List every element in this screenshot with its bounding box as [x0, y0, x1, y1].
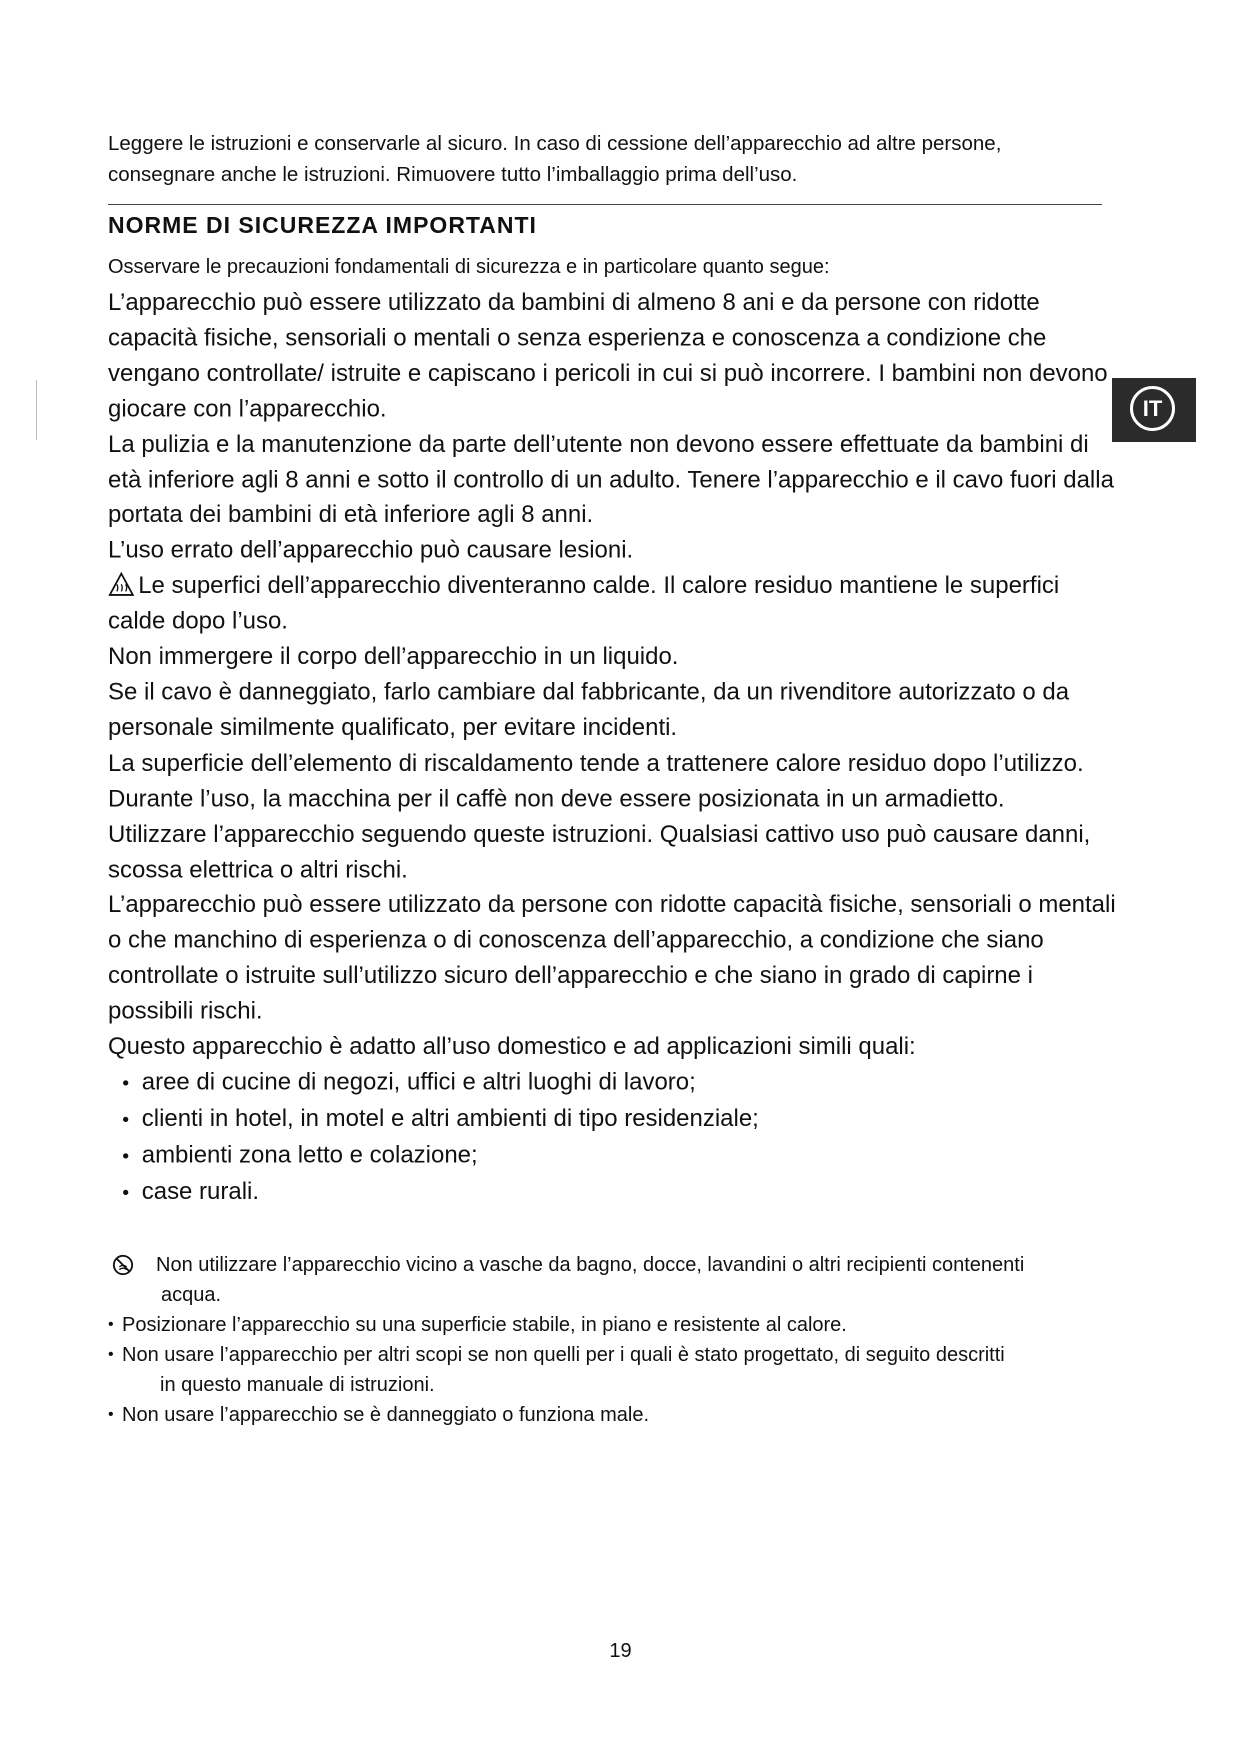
- list-item-text: case rurali.: [141, 1177, 260, 1204]
- page-edge-mark: [36, 380, 37, 440]
- rule-paragraph: Non immergere il corpo dell’apparecchio in un liquido.: [108, 642, 679, 670]
- rule-paragraph: L’uso errato dell’apparecchio può causare lesioni.: [108, 536, 634, 564]
- rule-paragraph: Utilizzare l’apparecchio seguendo queste istruzioni. Qualsiasi cattivo uso può causare danni, scossa elettrica o altri rischi.: [108, 820, 1091, 883]
- no-water-icon: [108, 1254, 138, 1276]
- section-heading: NORME DI SICUREZZA IMPORTANTI: [108, 212, 537, 238]
- intro-line-1: Leggere le istruzioni e conservarle al sicuro. In caso di cessione dell’apparecchio ad altre persone,: [108, 132, 1002, 155]
- list-item-text: Non usare l’apparecchio per altri scopi se non quelli per i quali è stato progettato, di seguito descritti: [122, 1344, 1005, 1366]
- list-item-text: ambienti zona letto e colazione;: [141, 1140, 478, 1168]
- intro-text: [108, 128, 1108, 190]
- bullet-icon: •: [108, 1406, 114, 1423]
- rule-paragraph: L’apparecchio può essere utilizzato da persone con ridotte capacità fisiche, sensoriali o mentali o che manchino di esperienza o di conoscenza dell’apparecchio, a condizione che siano controllate o istruite sull’utilizzo sicuro dell’apparecchio e che siano in grado di capirne i possibili rischi.: [108, 891, 1116, 1024]
- intro-line-2: consegnare anche le istruzioni. Rimuovere tutto l’imballaggio prima dell’uso.: [108, 163, 798, 186]
- list-item-text: aree di cucine di negozi, uffici e altri luoghi di lavoro;: [141, 1068, 696, 1095]
- section-divider: [108, 204, 1102, 205]
- bullet-icon: •: [108, 1316, 114, 1333]
- hot-surface-warning-icon: [108, 572, 135, 597]
- rule-paragraph: Questo apparecchio è adatto all’uso domestico e ad applicazioni simili quali:: [108, 1032, 916, 1060]
- bullet-icon: •: [108, 1346, 114, 1363]
- bullet-icon: •: [122, 1071, 130, 1094]
- language-badge-label: IT: [1142, 396, 1163, 421]
- hot-surface-text: Le superfici dell’apparecchio diventeranno calde. Il calore residuo mantiene le superfici calde dopo l’uso.: [108, 572, 1060, 635]
- rule-paragraph: La pulizia e la manutenzione da parte dell’utente non devono essere effettuate da bambini di età inferiore agli 8 anni e sotto il controllo di un adulto. Tenere l’apparecchio e il cavo fuori dalla portata dei bambini di età inferiore agli 8 anni.: [108, 430, 1114, 528]
- safety-rules: [108, 285, 1118, 1210]
- rule-paragraph: L’apparecchio può essere utilizzato da bambini di almeno 8 ani e da persone con ridotte capacità fisiche, sensoriali o mentali o senza esperienza e conoscenza a condizione che vengano controllate/ istruite e capiscano i pericoli in cui si può incorrere. I bambini non devono giocare con l’apparecchio.: [108, 288, 1108, 422]
- bullet-icon: •: [122, 1144, 130, 1167]
- list-item-text-continued: in questo manuale di istruzioni.: [160, 1374, 435, 1396]
- list-item-text: clienti in hotel, in motel e altri ambienti di tipo residenziale;: [141, 1104, 759, 1132]
- list-item: [108, 1250, 1108, 1310]
- language-badge: [1112, 378, 1196, 442]
- rule-paragraph-hot-surface: [108, 569, 1118, 640]
- section-subtitle: Osservare le precauzioni fondamentali di sicurezza e in particolare quanto segue:: [108, 256, 830, 278]
- bullet-icon: •: [122, 1108, 130, 1131]
- rule-paragraph: Se il cavo è danneggiato, farlo cambiare dal fabbricante, da un rivenditore autorizzato o da personale similmente qualificato, per evitare incidenti.: [108, 678, 1070, 741]
- list-item-text: Posizionare l’apparecchio su una superficie stabile, in piano e resistente al calore.: [122, 1314, 847, 1336]
- list-item: [108, 1174, 1118, 1210]
- list-item: [108, 1101, 1118, 1137]
- list-item-text-continued: acqua.: [161, 1284, 222, 1306]
- list-item: [108, 1400, 1108, 1430]
- list-item: [108, 1340, 1108, 1400]
- page-number: 19: [609, 1640, 632, 1662]
- rule-paragraph: Durante l’uso, la macchina per il caffè non deve essere posizionata in un armadietto.: [108, 784, 1005, 812]
- list-item-text: Non utilizzare l’apparecchio vicino a vasche da bagno, docce, lavandini o altri recipienti contenenti: [156, 1254, 1025, 1276]
- list-item: [108, 1310, 1108, 1340]
- additional-rules: [108, 1250, 1108, 1430]
- bullet-icon: •: [122, 1180, 130, 1203]
- list-item: [108, 1065, 1118, 1101]
- rule-paragraph: La superficie dell’elemento di riscaldamento tende a trattenere calore residuo dopo l’utilizzo.: [108, 749, 1084, 776]
- list-item: [108, 1137, 1118, 1173]
- list-item-text: Non usare l’apparecchio se è danneggiato o funziona male.: [122, 1404, 650, 1426]
